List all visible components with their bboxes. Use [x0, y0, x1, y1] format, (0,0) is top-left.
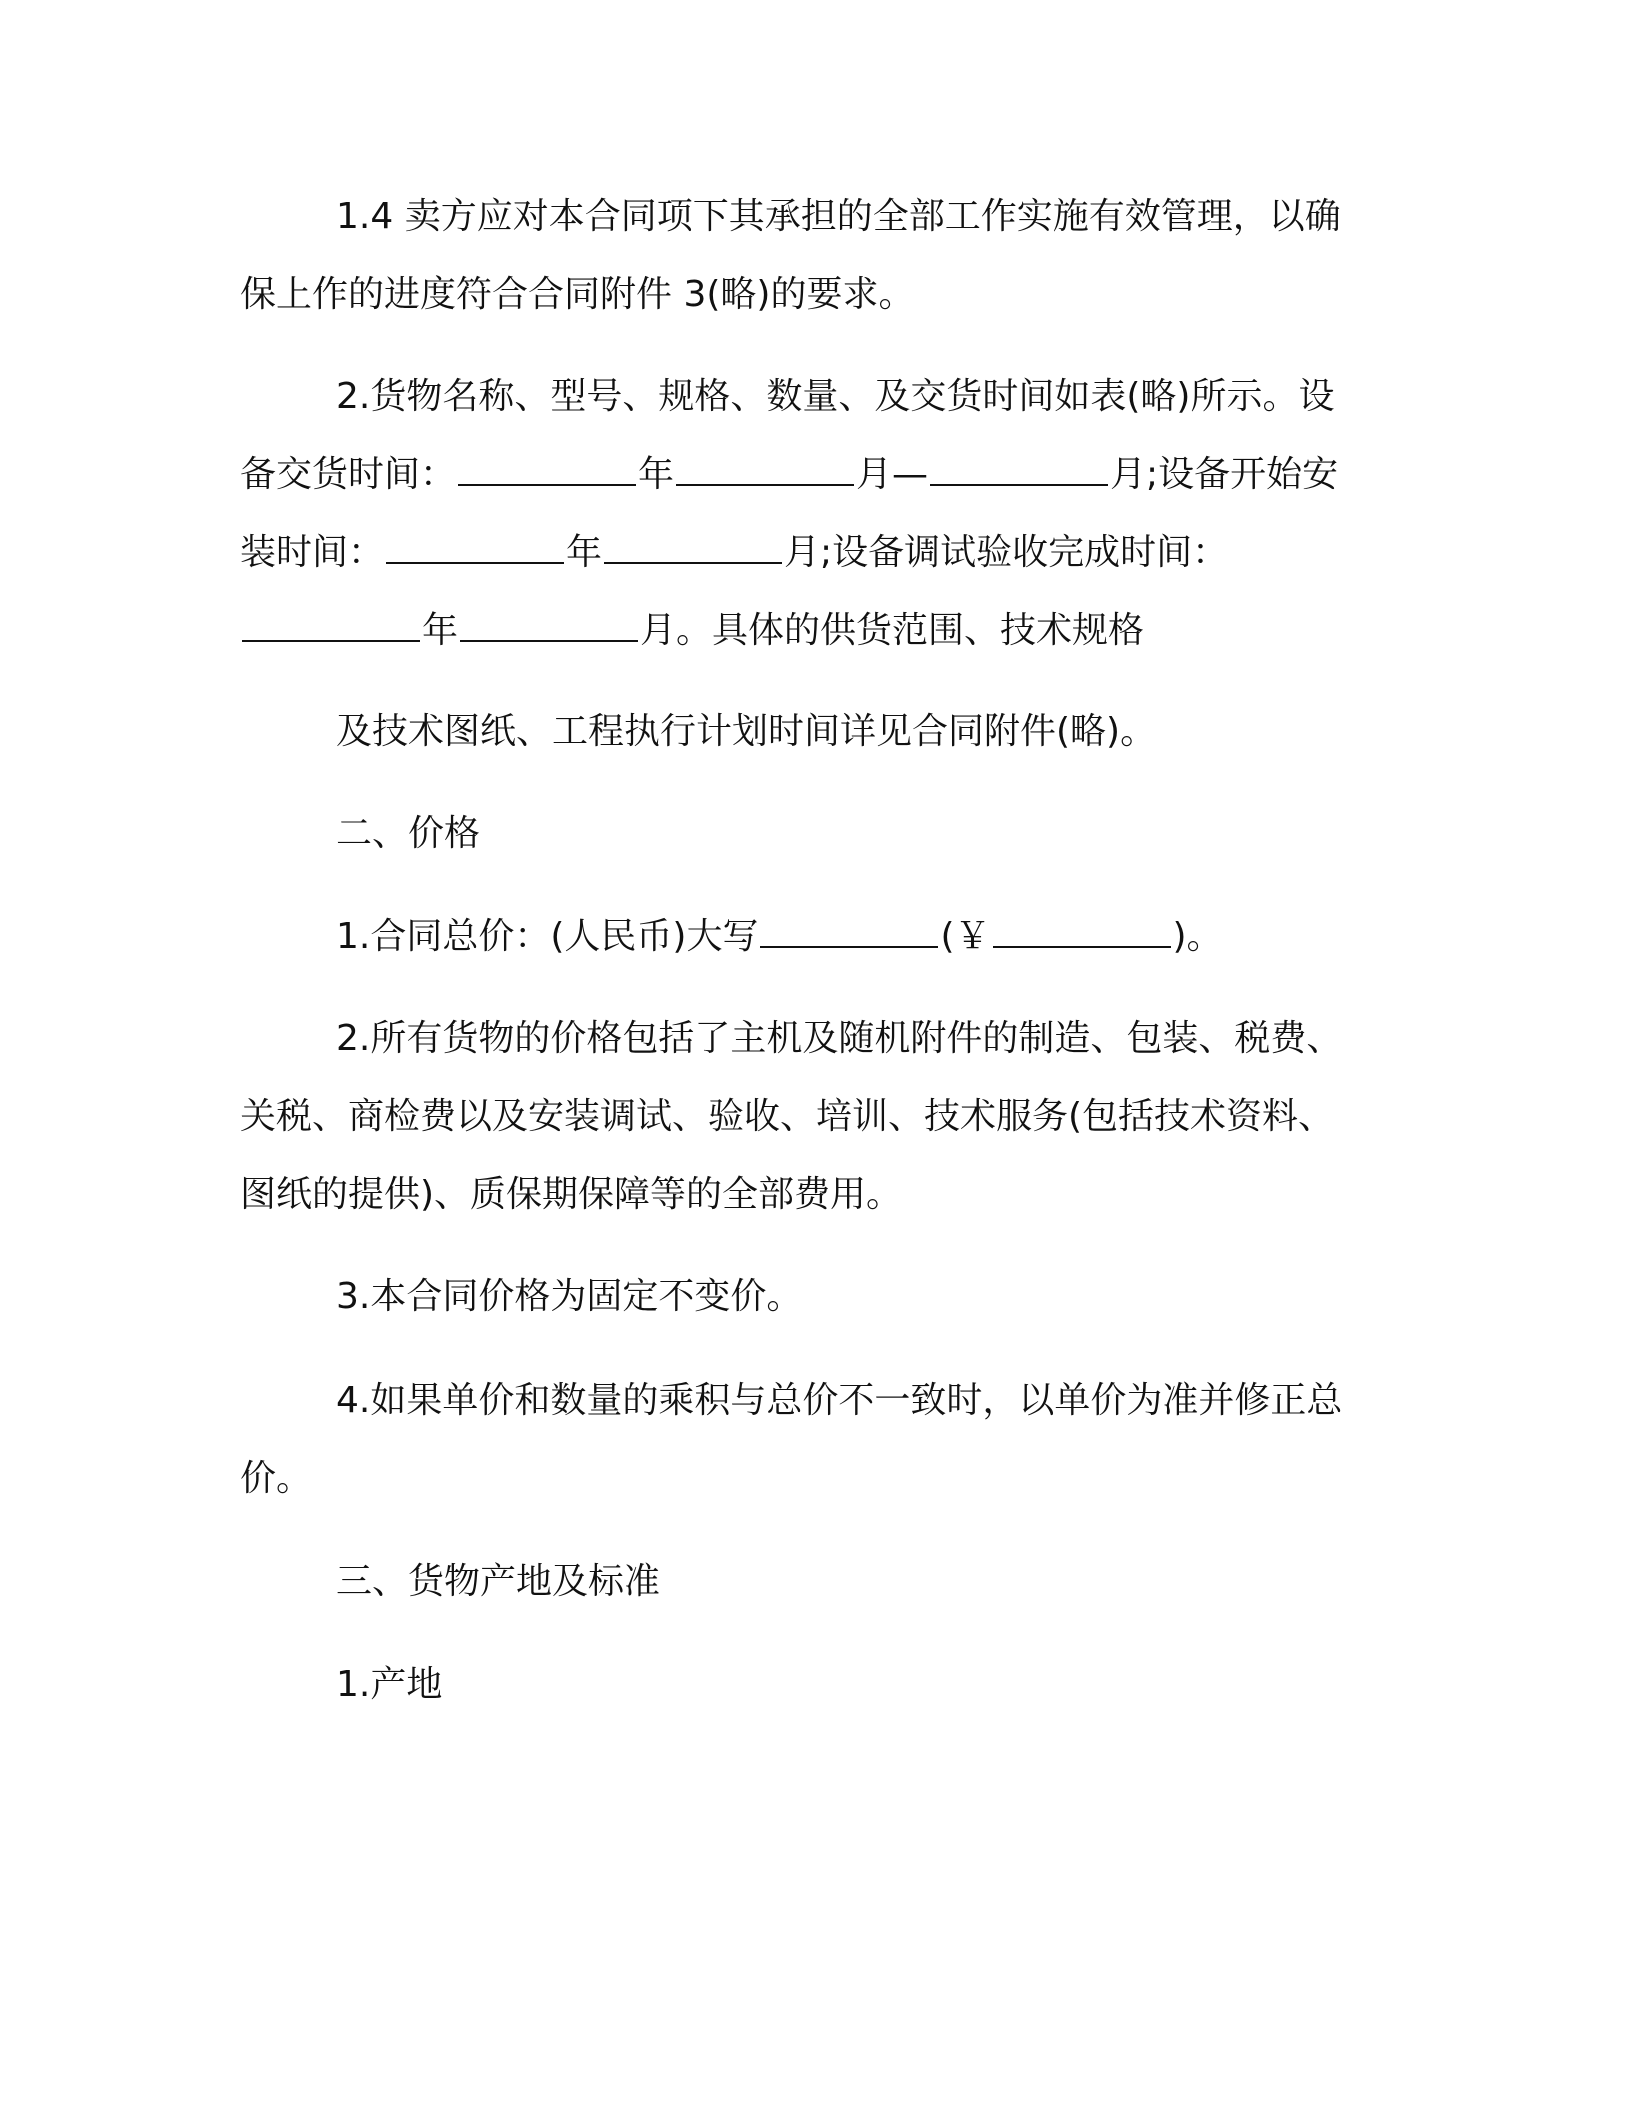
install-time-label: 装时间：	[240, 532, 385, 573]
paragraph-total-price	[240, 898, 1380, 976]
paragraph-text: 2.货物名称、型号、规格、数量、及交货时间如表(略)所示。设	[336, 376, 1335, 417]
currency-open: (￥	[940, 916, 991, 957]
install-start-label: 月;设备开始安	[1110, 454, 1339, 495]
paragraph-text: 关税、商检费以及安装调试、验收、培训、技术服务(包括技术资料、	[240, 1096, 1335, 1137]
paragraph-text: 及技术图纸、工程执行计划时间详见合同附件(略)。	[336, 711, 1157, 752]
blank-field[interactable]	[760, 916, 938, 948]
paragraph-text: 3.本合同价格为固定不变价。	[336, 1276, 803, 1317]
paragraph-attachment	[240, 693, 1380, 771]
paragraph-fixed-price	[240, 1258, 1380, 1336]
paragraph-text: 1.产地	[336, 1664, 443, 1705]
paragraph-text: 1.4 卖方应对本合同项下其承担的全部工作实施有效管理，以确	[336, 196, 1341, 237]
paragraph-origin	[240, 1646, 1380, 1724]
paragraph-unit-price	[240, 1362, 1380, 1518]
supply-scope-text: 月。具体的供货范围、技术规格	[640, 610, 1145, 651]
paragraph-text: 图纸的提供)、质保期保障等的全部费用。	[240, 1174, 903, 1215]
blank-field[interactable]	[460, 610, 638, 642]
blank-field[interactable]	[676, 454, 854, 486]
blank-field[interactable]	[993, 916, 1171, 948]
paragraph-2-goods	[240, 358, 1380, 670]
paragraph-price-includes	[240, 1000, 1380, 1234]
blank-field[interactable]	[242, 610, 420, 642]
paragraph-1-4	[240, 178, 1380, 334]
year-label: 年	[566, 532, 603, 573]
blank-field[interactable]	[458, 454, 636, 486]
paragraph-text: 2.所有货物的价格包括了主机及随机附件的制造、包装、税费、	[336, 1018, 1343, 1059]
paragraph-text: 4.如果单价和数量的乘积与总价不一致时，以单价为准并修正总	[336, 1380, 1343, 1421]
month-label: 月—	[856, 454, 929, 495]
blank-field[interactable]	[604, 532, 782, 564]
section-heading-origin	[240, 1543, 1380, 1621]
acceptance-time-label: 月;设备调试验收完成时间：	[784, 532, 1229, 573]
heading-text: 二、价格	[336, 813, 481, 854]
currency-close: )。	[1172, 916, 1223, 957]
total-price-label: 1.合同总价：(人民币)大写	[336, 916, 759, 957]
paragraph-text: 价。	[240, 1458, 313, 1499]
blank-field[interactable]	[386, 532, 564, 564]
delivery-time-label: 备交货时间：	[240, 454, 457, 495]
heading-text: 三、货物产地及标准	[336, 1561, 661, 1602]
blank-field[interactable]	[930, 454, 1108, 486]
section-heading-price	[240, 795, 1380, 873]
year-label: 年	[638, 454, 675, 495]
year-label: 年	[422, 610, 459, 651]
paragraph-text: 保上作的进度符合合同附件 3(略)的要求。	[240, 274, 915, 315]
